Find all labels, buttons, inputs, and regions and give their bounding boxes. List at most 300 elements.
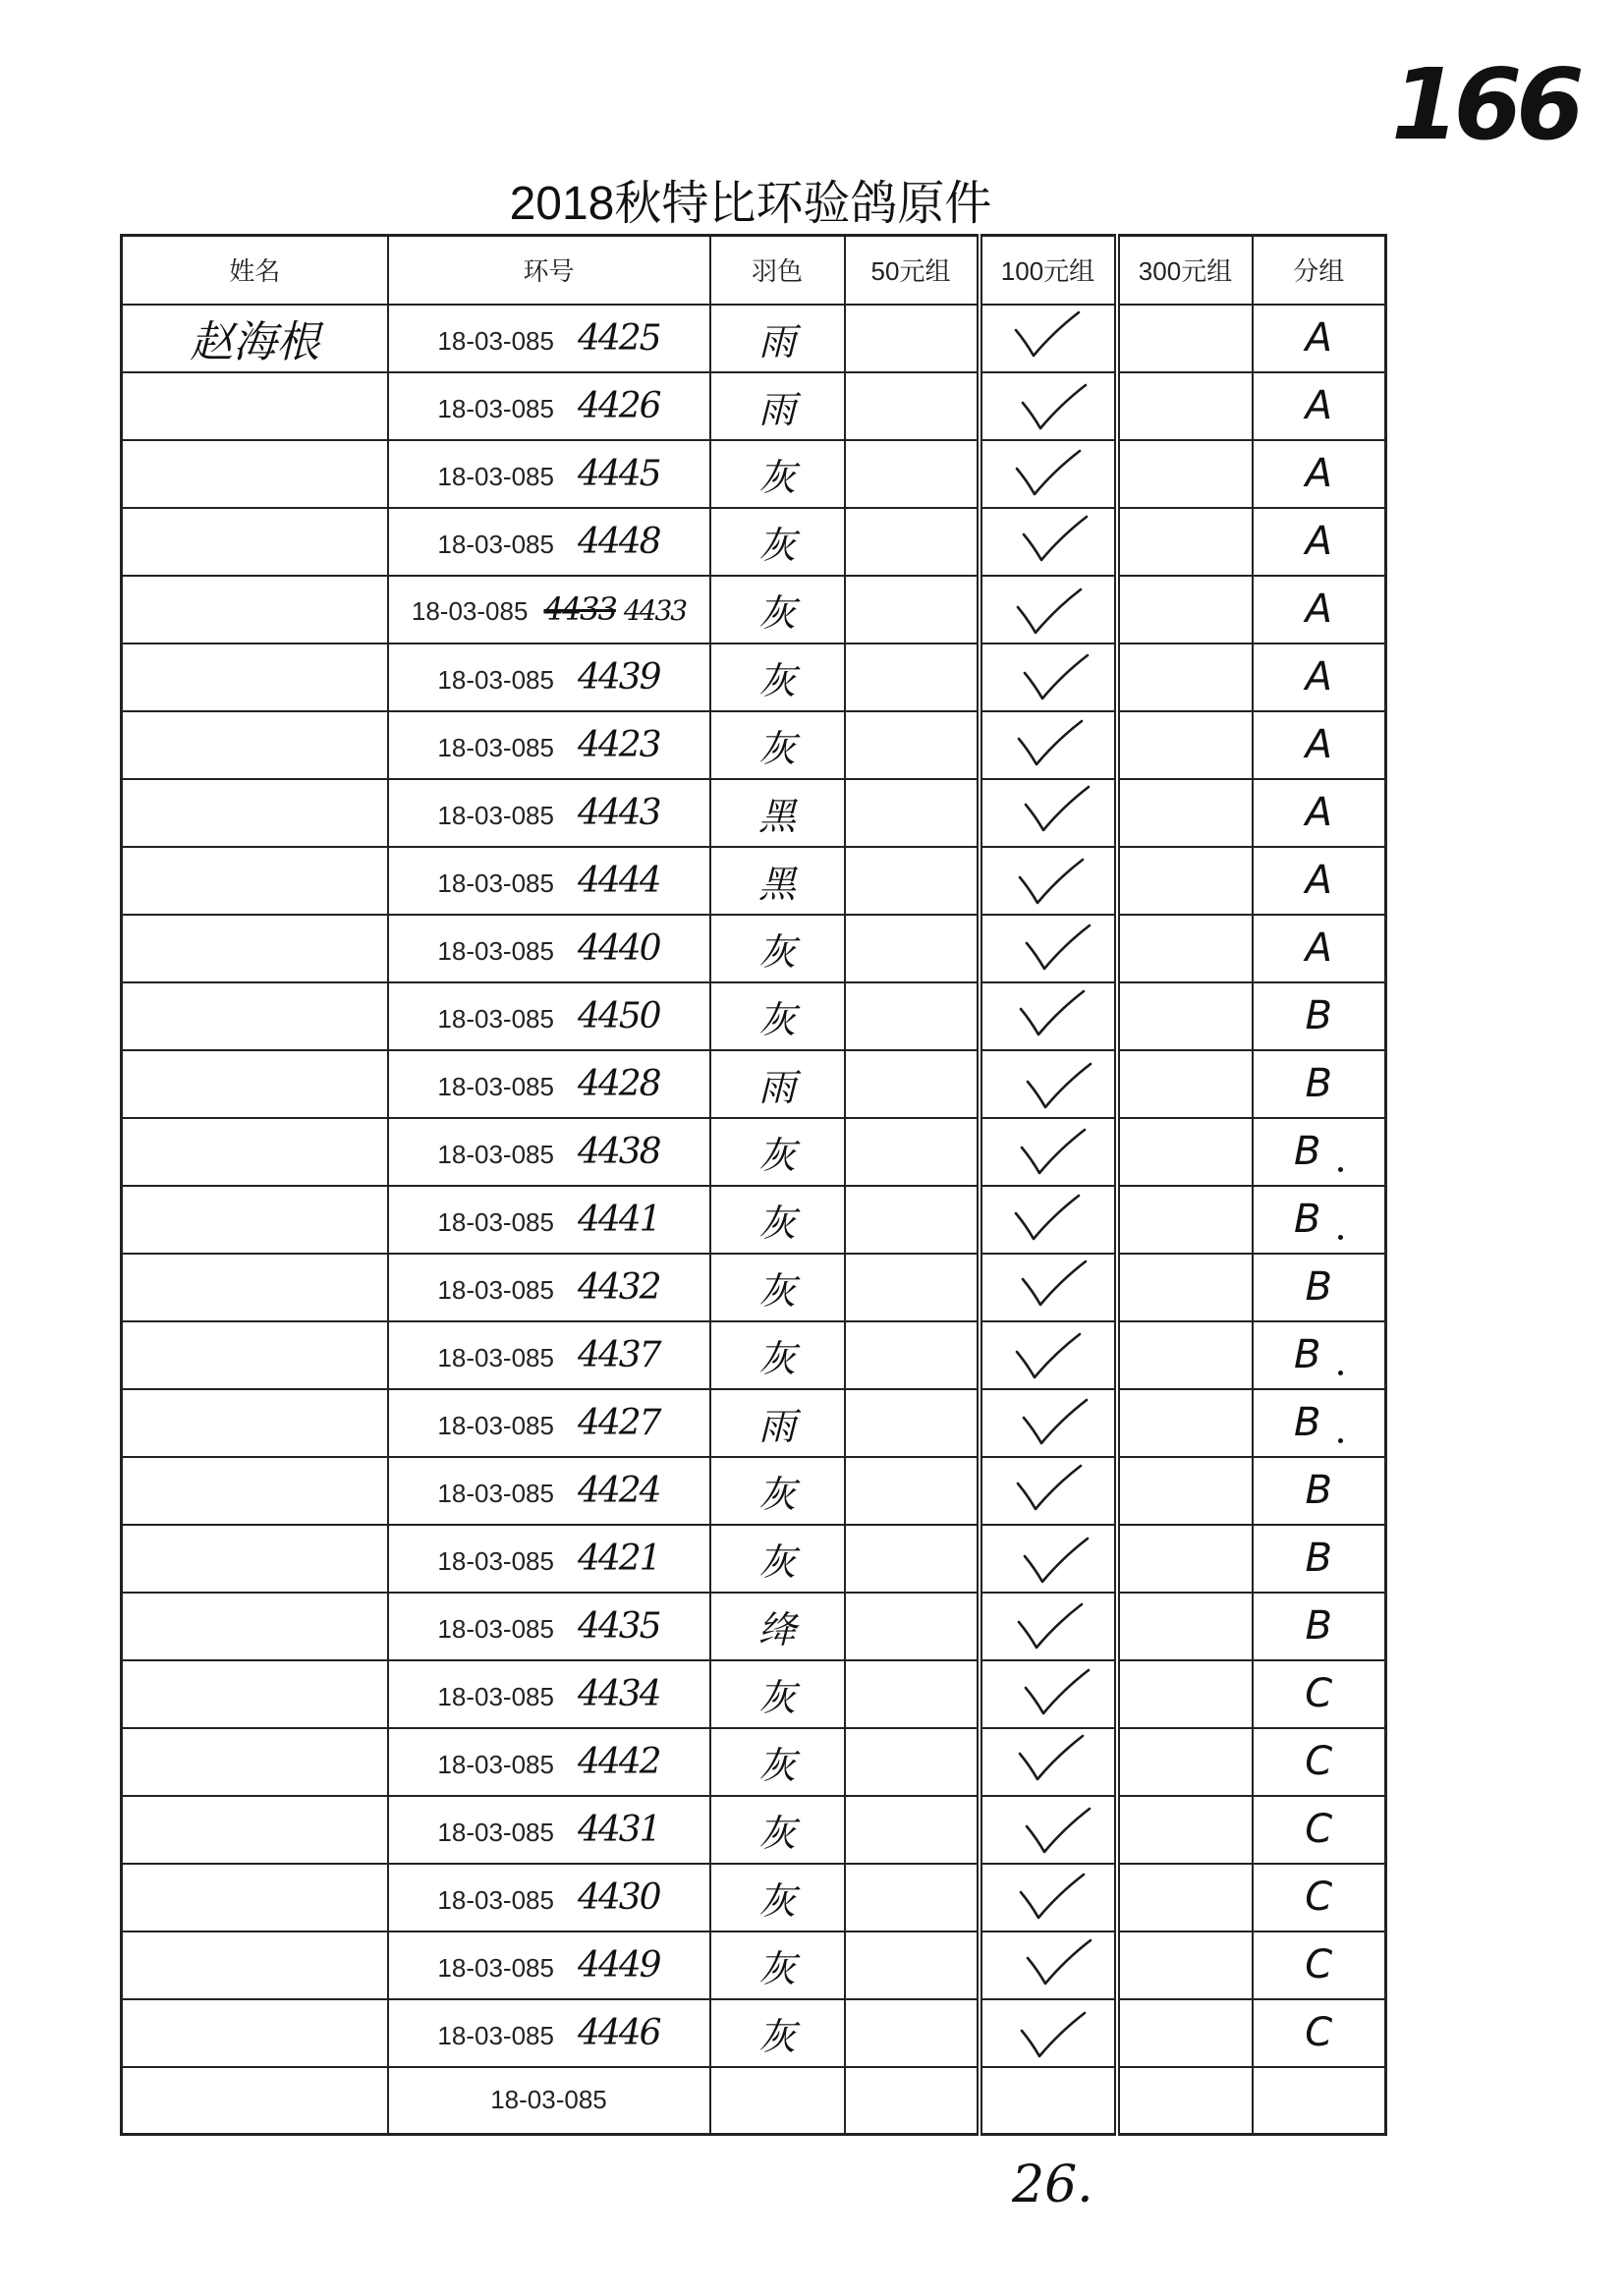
ring-number: 4437 xyxy=(577,1334,660,1375)
checkmark-stroke xyxy=(1027,1809,1090,1852)
division-cell xyxy=(1253,711,1386,779)
owner-cell xyxy=(122,1186,388,1254)
division-cell xyxy=(1253,1931,1386,1999)
ring-number: 4431 xyxy=(577,1809,660,1850)
group-50-cell xyxy=(845,508,980,576)
group-letter: A xyxy=(1305,315,1332,361)
division-cell xyxy=(1253,1186,1386,1254)
group-50-cell xyxy=(845,1321,980,1389)
group-100-cell xyxy=(980,1796,1117,1864)
ring-cell xyxy=(388,1186,710,1254)
owner-cell xyxy=(122,1389,388,1457)
group-50-cell xyxy=(845,1593,980,1660)
division-cell xyxy=(1253,1864,1386,1931)
ring-prefix: 18-03-085 xyxy=(411,596,529,626)
owner-cell xyxy=(122,440,388,508)
checkmark-icon xyxy=(984,1595,1112,1656)
group-300-cell xyxy=(1117,1186,1253,1254)
group-300-cell xyxy=(1117,1864,1253,1931)
checkmark-stroke xyxy=(1027,925,1090,969)
ring-number: 4425 xyxy=(577,317,660,359)
group-letter: B xyxy=(1294,1332,1321,1377)
feather-color: 灰 xyxy=(757,2014,796,2058)
group-300-cell xyxy=(1117,1796,1253,1864)
checkmark-stroke xyxy=(1024,1400,1087,1443)
group-100-cell xyxy=(980,1525,1117,1593)
checkmark-stroke xyxy=(1020,860,1083,903)
ring-cell xyxy=(388,576,710,644)
ring-number: 4444 xyxy=(577,860,660,901)
feather-color: 灰 xyxy=(757,1336,796,1380)
group-50-cell xyxy=(845,1457,980,1525)
feather-color: 绛 xyxy=(757,1607,796,1651)
ring-prefix: 18-03-085 xyxy=(437,868,554,898)
group-300-cell xyxy=(1117,982,1253,1050)
feather-color-cell xyxy=(710,711,845,779)
ring-number: 4449 xyxy=(577,1944,660,1986)
group-100-cell xyxy=(980,372,1117,440)
ring-prefix: 18-03-085 xyxy=(437,1952,554,1983)
owner-cell xyxy=(122,779,388,847)
footer-page-number: 26. xyxy=(1012,2155,1093,2214)
group-100-cell xyxy=(980,2067,1117,2135)
group-50-cell xyxy=(845,2067,980,2135)
owner-cell xyxy=(122,1321,388,1389)
group-300-cell xyxy=(1117,1525,1253,1593)
owner-cell xyxy=(122,2067,388,2135)
group-100-cell xyxy=(980,1457,1117,1525)
division-cell xyxy=(1253,508,1386,576)
header-group-50: 50元组 xyxy=(845,236,980,305)
checkmark-stroke xyxy=(1026,1670,1089,1713)
ring-cell xyxy=(388,982,710,1050)
group-letter: A xyxy=(1305,722,1332,767)
checkmark-icon xyxy=(984,443,1112,504)
group-letter: B xyxy=(1294,1197,1321,1242)
ring-cell xyxy=(388,847,710,915)
ring-cell xyxy=(388,1321,710,1389)
group-100-cell xyxy=(980,305,1117,372)
feather-color-cell xyxy=(710,1389,845,1457)
checkmark-icon xyxy=(984,985,1112,1046)
ring-cell xyxy=(388,305,710,372)
ring-cell xyxy=(388,1999,710,2067)
ring-prefix: 18-03-085 xyxy=(437,1681,554,1711)
checkmark-icon xyxy=(984,308,1112,368)
group-letter: B xyxy=(1305,1603,1332,1649)
feather-color: 灰 xyxy=(757,1946,796,1990)
group-100-cell xyxy=(980,576,1117,644)
group-letter: B xyxy=(1294,1129,1321,1174)
group-letter: C xyxy=(1305,1739,1333,1784)
group-100-cell xyxy=(980,1931,1117,1999)
checkmark-icon xyxy=(984,1121,1112,1182)
division-cell xyxy=(1253,1321,1386,1389)
group-letter: A xyxy=(1305,383,1332,428)
owner-cell xyxy=(122,1118,388,1186)
group-50-cell xyxy=(845,1186,980,1254)
group-300-cell xyxy=(1117,1660,1253,1728)
division-cell xyxy=(1253,440,1386,508)
ring-cell xyxy=(388,915,710,982)
table-body xyxy=(122,305,1386,2135)
page-number: 166 xyxy=(1391,47,1579,162)
ring-prefix: 18-03-085 xyxy=(437,1613,554,1644)
header-color: 羽色 xyxy=(710,236,845,305)
group-letter: B xyxy=(1305,993,1332,1038)
document-title: 2018秋特比环验鸽原件 xyxy=(509,178,992,230)
group-300-cell xyxy=(1117,1050,1253,1118)
group-100-cell xyxy=(980,1118,1117,1186)
table-row xyxy=(122,1728,1386,1796)
feather-color: 灰 xyxy=(757,1472,796,1516)
ring-prefix: 18-03-085 xyxy=(437,1817,554,1847)
feather-color: 雨 xyxy=(757,387,796,431)
owner-cell xyxy=(122,305,388,372)
group-50-cell xyxy=(845,1389,980,1457)
group-letter: A xyxy=(1305,858,1332,903)
feather-color-cell xyxy=(710,1999,845,2067)
feather-color-cell xyxy=(710,779,845,847)
division-cell xyxy=(1253,1999,1386,2067)
ring-number: 4435 xyxy=(577,1605,660,1647)
group-50-cell xyxy=(845,1999,980,2067)
group-letter: C xyxy=(1305,2010,1333,2055)
table-row xyxy=(122,1593,1386,1660)
ring-number: 4434 xyxy=(577,1673,660,1714)
owner-cell xyxy=(122,1050,388,1118)
table-row xyxy=(122,372,1386,440)
checkmark-stroke xyxy=(1018,1466,1081,1509)
checkmark-stroke xyxy=(1025,655,1088,699)
checkmark-stroke xyxy=(1019,721,1082,764)
table-row xyxy=(122,644,1386,711)
group-50-cell xyxy=(845,305,980,372)
division-cell xyxy=(1253,1728,1386,1796)
checkmark-stroke xyxy=(1022,1130,1085,1173)
division-cell xyxy=(1253,305,1386,372)
table-row xyxy=(122,508,1386,576)
ring-cell xyxy=(388,1796,710,1864)
checkmark-icon xyxy=(984,1257,1112,1317)
checkmark-icon xyxy=(984,1528,1112,1589)
feather-color: 灰 xyxy=(757,658,796,702)
group-100-cell xyxy=(980,440,1117,508)
owner-cell xyxy=(122,1796,388,1864)
ring-number: 4446 xyxy=(577,2012,660,2053)
ring-number: 4450 xyxy=(577,995,660,1036)
checkmark-stroke xyxy=(1017,451,1080,494)
ring-number: 4442 xyxy=(577,1741,660,1782)
ring-prefix: 18-03-085 xyxy=(437,461,554,491)
group-100-cell xyxy=(980,1186,1117,1254)
ring-number: 4432 xyxy=(577,1266,660,1308)
group-50-cell xyxy=(845,1728,980,1796)
owner-cell xyxy=(122,372,388,440)
group-50-cell xyxy=(845,711,980,779)
group-letter: A xyxy=(1305,925,1332,971)
checkmark-stroke xyxy=(1023,385,1086,428)
ring-cell xyxy=(388,1457,710,1525)
group-50-cell xyxy=(845,982,980,1050)
group-100-cell xyxy=(980,1864,1117,1931)
ring-prefix: 18-03-085 xyxy=(437,1410,554,1440)
owner-cell xyxy=(122,1525,388,1593)
group-100-cell xyxy=(980,711,1117,779)
group-50-cell xyxy=(845,1118,980,1186)
feather-color-cell xyxy=(710,1050,845,1118)
feather-color-cell xyxy=(710,1660,845,1728)
group-300-cell xyxy=(1117,305,1253,372)
feather-color: 灰 xyxy=(757,1268,796,1313)
division-cell xyxy=(1253,1525,1386,1593)
ring-cell xyxy=(388,1254,710,1321)
ring-number: 4445 xyxy=(577,453,660,494)
group-300-cell xyxy=(1117,779,1253,847)
ring-prefix: 18-03-085 xyxy=(437,325,554,356)
division-cell xyxy=(1253,982,1386,1050)
ring-cell xyxy=(388,711,710,779)
feather-color-cell xyxy=(710,847,845,915)
group-100-cell xyxy=(980,1389,1117,1457)
division-cell xyxy=(1253,1593,1386,1660)
ring-number: 4448 xyxy=(577,521,660,562)
checkmark-icon xyxy=(984,714,1112,775)
feather-color: 灰 xyxy=(757,523,796,567)
owner-name: 赵海根 xyxy=(190,317,320,367)
header-group-300: 300元组 xyxy=(1117,236,1253,305)
feather-color-cell xyxy=(710,576,845,644)
table-row xyxy=(122,1254,1386,1321)
dot-mark xyxy=(1338,1438,1343,1443)
table-row xyxy=(122,576,1386,644)
feather-color-cell xyxy=(710,305,845,372)
group-300-cell xyxy=(1117,1389,1253,1457)
feather-color: 灰 xyxy=(757,590,796,635)
ring-number: 4428 xyxy=(577,1063,660,1104)
checkmark-icon xyxy=(984,646,1112,707)
checkmark-stroke xyxy=(1021,991,1084,1035)
checkmark-icon xyxy=(984,1392,1112,1453)
owner-cell xyxy=(122,1999,388,2067)
group-50-cell xyxy=(845,847,980,915)
group-50-cell xyxy=(845,1660,980,1728)
feather-color-cell xyxy=(710,1796,845,1864)
ring-prefix: 18-03-085 xyxy=(437,1274,554,1305)
group-300-cell xyxy=(1117,576,1253,644)
group-letter: B xyxy=(1305,1264,1332,1310)
ring-cell xyxy=(388,2067,710,2135)
ring-prefix: 18-03-085 xyxy=(437,1884,554,1915)
ring-number-struck: 4433 xyxy=(543,590,616,628)
division-cell xyxy=(1253,1457,1386,1525)
feather-color: 灰 xyxy=(757,1811,796,1855)
group-50-cell xyxy=(845,372,980,440)
table-row xyxy=(122,305,1386,372)
group-letter: A xyxy=(1305,587,1332,632)
division-cell xyxy=(1253,644,1386,711)
division-cell xyxy=(1253,372,1386,440)
ring-cell xyxy=(388,1931,710,1999)
group-300-cell xyxy=(1117,2067,1253,2135)
group-300-cell xyxy=(1117,1999,1253,2067)
owner-cell xyxy=(122,576,388,644)
division-cell xyxy=(1253,576,1386,644)
table-row xyxy=(122,711,1386,779)
checkmark-icon xyxy=(984,511,1112,572)
feather-color-cell xyxy=(710,644,845,711)
owner-cell xyxy=(122,711,388,779)
owner-cell xyxy=(122,508,388,576)
ring-cell xyxy=(388,440,710,508)
ring-number: 4440 xyxy=(577,927,660,969)
group-100-cell xyxy=(980,779,1117,847)
checkmark-stroke xyxy=(1025,1539,1088,1582)
owner-cell xyxy=(122,1254,388,1321)
division-cell xyxy=(1253,1796,1386,1864)
ring-prefix: 18-03-085 xyxy=(437,1342,554,1372)
group-100-cell xyxy=(980,1321,1117,1389)
group-letter: B xyxy=(1305,1536,1332,1581)
ring-number: 4427 xyxy=(577,1402,660,1443)
table-row xyxy=(122,1186,1386,1254)
checkmark-stroke xyxy=(1022,2013,1085,2056)
group-50-cell xyxy=(845,644,980,711)
table-row xyxy=(122,440,1386,508)
ring-prefix: 18-03-085 xyxy=(437,1545,554,1576)
ring-prefix: 18-03-085 xyxy=(437,732,554,762)
checkmark-stroke xyxy=(1023,1261,1086,1305)
owner-cell xyxy=(122,1864,388,1931)
checkmark-icon xyxy=(984,1934,1112,1995)
checkmark-icon xyxy=(984,2002,1112,2063)
owner-cell xyxy=(122,982,388,1050)
header-ring: 环号 xyxy=(388,236,710,305)
feather-color-cell xyxy=(710,440,845,508)
checkmark-stroke xyxy=(1018,589,1081,633)
group-letter: A xyxy=(1305,519,1332,564)
group-50-cell xyxy=(845,576,980,644)
ring-number: 4430 xyxy=(577,1876,660,1918)
ring-number: 4439 xyxy=(577,656,660,698)
table-row xyxy=(122,779,1386,847)
feather-color-cell xyxy=(710,915,845,982)
group-letter: C xyxy=(1305,1671,1333,1716)
table-row xyxy=(122,1931,1386,1999)
ring-prefix: 18-03-085 xyxy=(437,1206,554,1237)
feather-color: 灰 xyxy=(757,1133,796,1177)
owner-cell xyxy=(122,1931,388,1999)
division-cell xyxy=(1253,1118,1386,1186)
division-cell xyxy=(1253,847,1386,915)
ring-cell xyxy=(388,1593,710,1660)
feather-color-cell xyxy=(710,1931,845,1999)
table-row xyxy=(122,847,1386,915)
checkmark-stroke xyxy=(1020,1736,1083,1779)
owner-cell xyxy=(122,915,388,982)
group-letter: A xyxy=(1305,451,1332,496)
group-letter: C xyxy=(1305,1807,1333,1852)
feather-color: 雨 xyxy=(757,1404,796,1448)
feather-color: 雨 xyxy=(757,1065,796,1109)
group-300-cell xyxy=(1117,1457,1253,1525)
feather-color: 灰 xyxy=(757,455,796,499)
group-100-cell xyxy=(980,915,1117,982)
table-row xyxy=(122,1118,1386,1186)
group-letter: B xyxy=(1294,1400,1321,1445)
division-cell xyxy=(1253,915,1386,982)
group-100-cell xyxy=(980,1728,1117,1796)
table-row xyxy=(122,1525,1386,1593)
division-cell xyxy=(1253,1389,1386,1457)
group-50-cell xyxy=(845,1796,980,1864)
owner-cell xyxy=(122,1660,388,1728)
group-300-cell xyxy=(1117,1321,1253,1389)
group-300-cell xyxy=(1117,711,1253,779)
group-300-cell xyxy=(1117,1728,1253,1796)
checkmark-stroke xyxy=(1021,1875,1084,1918)
header-division: 分组 xyxy=(1253,236,1386,305)
feather-color: 灰 xyxy=(757,726,796,770)
ring-cell xyxy=(388,1118,710,1186)
feather-color-cell xyxy=(710,1457,845,1525)
checkmark-icon xyxy=(984,1867,1112,1928)
checkmark-stroke xyxy=(1026,787,1089,830)
feather-color-cell xyxy=(710,1186,845,1254)
ring-cell xyxy=(388,644,710,711)
group-50-cell xyxy=(845,1525,980,1593)
dot-mark xyxy=(1338,1167,1343,1172)
feather-color-cell xyxy=(710,1118,845,1186)
table-row xyxy=(122,1864,1386,1931)
owner-cell xyxy=(122,1728,388,1796)
division-cell xyxy=(1253,1660,1386,1728)
owner-cell xyxy=(122,847,388,915)
ring-cell xyxy=(388,1389,710,1457)
checkmark-icon xyxy=(984,918,1112,979)
owner-cell xyxy=(122,1457,388,1525)
feather-color: 灰 xyxy=(757,1743,796,1787)
group-300-cell xyxy=(1117,1931,1253,1999)
group-300-cell xyxy=(1117,508,1253,576)
table-row xyxy=(122,1660,1386,1728)
ring-prefix: 18-03-085 xyxy=(437,393,554,423)
group-300-cell xyxy=(1117,847,1253,915)
group-300-cell xyxy=(1117,1118,1253,1186)
ring-number: 4441 xyxy=(577,1199,660,1240)
feather-color-cell xyxy=(710,982,845,1050)
ring-prefix: 18-03-085 xyxy=(437,1478,554,1508)
group-letter: C xyxy=(1305,1875,1333,1920)
table-row xyxy=(122,1457,1386,1525)
ring-cell xyxy=(388,372,710,440)
ring-prefix: 18-03-085 xyxy=(437,1749,554,1779)
ring-cell xyxy=(388,1660,710,1728)
checkmark-stroke xyxy=(1017,1334,1080,1377)
group-300-cell xyxy=(1117,1593,1253,1660)
checkmark-stroke xyxy=(1028,1940,1091,1984)
group-50-cell xyxy=(845,1050,980,1118)
ring-prefix: 18-03-085 xyxy=(437,1139,554,1169)
ring-prefix: 18-03-085 xyxy=(437,1071,554,1101)
ring-prefix: 18-03-085 xyxy=(437,2020,554,2050)
ring-number: 4443 xyxy=(577,792,660,833)
checkmark-icon xyxy=(984,1460,1112,1521)
feather-color: 灰 xyxy=(757,997,796,1041)
table-row xyxy=(122,1999,1386,2067)
group-100-cell xyxy=(980,1999,1117,2067)
checkmark-icon xyxy=(984,782,1112,843)
